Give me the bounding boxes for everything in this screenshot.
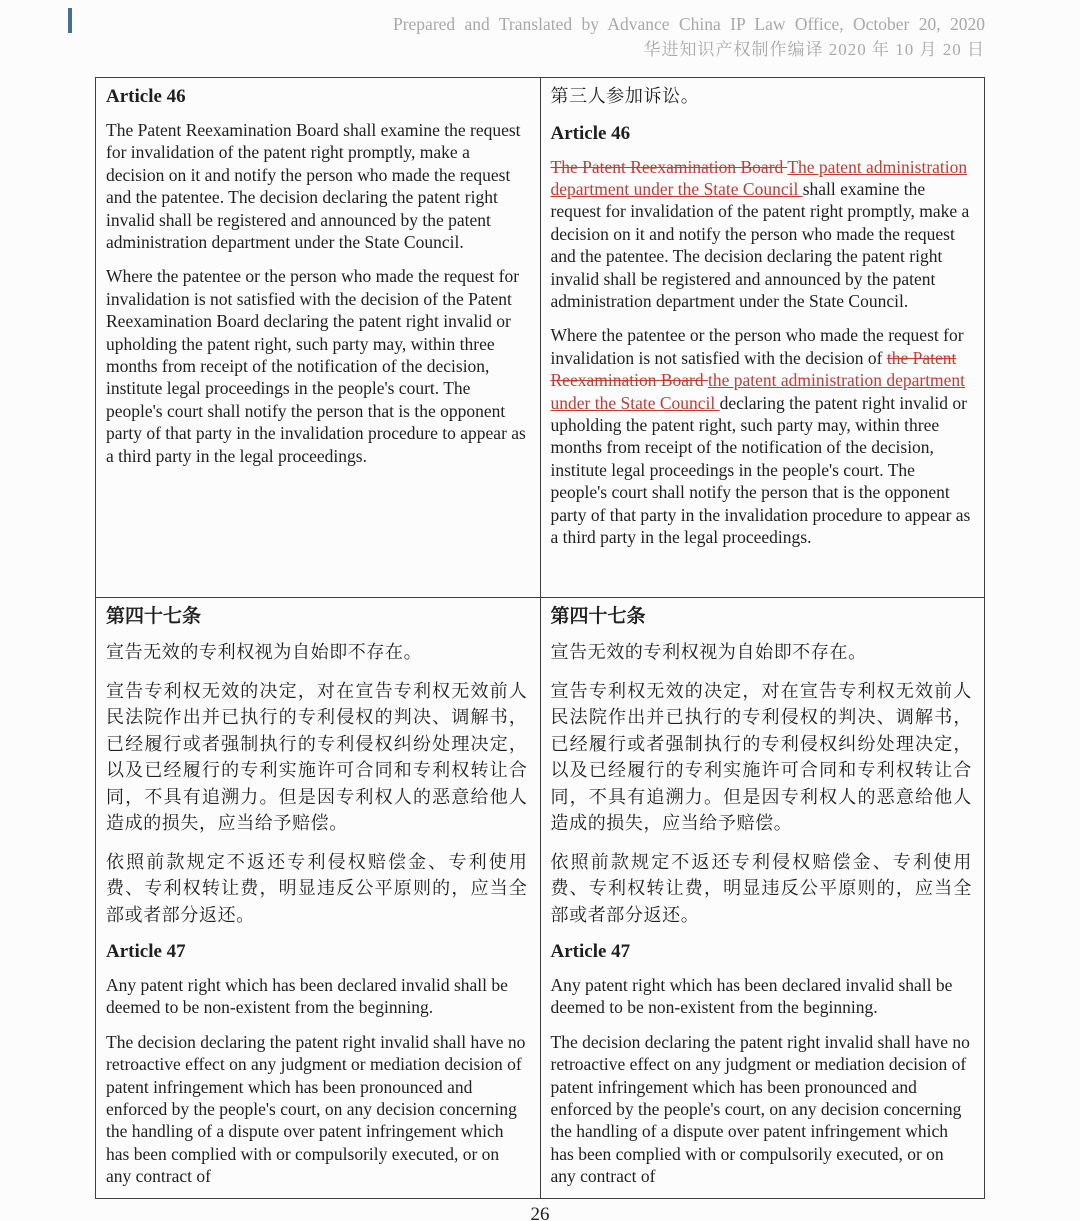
deleted-text-run: The Patent Reexamination Board — [550, 156, 788, 177]
article-46-paragraph-1: The Patent Reexamination Board shall examine the request for invalidation of the patent right promptly, make a decision on it and notify the person who made the request and the patentee. The decision declaring the patent right invalid shall be registered and announced by the patent administration department under the State Council. — [106, 120, 521, 253]
article-47-heading-chinese: 第四十七条 — [550, 606, 646, 627]
article-47-en-paragraph-2: The decision declaring the patent right invalid shall have no retroactive effect on any judgment or mediation decision of patent infringement which has been pronounced and enforced by the people's court, on any decision concerning the handling of a dispute over patent infringement which has been complied with or compulsorily executed, or on any contract of — [106, 1031, 526, 1187]
document-header — [0, 0, 985, 63]
deleted-text-run: the Patent Reexamination Board — [550, 347, 957, 391]
inserted-text-run: the patent administration department under the State Council — [550, 370, 966, 413]
article-47-en-paragraph-2: The decision declaring the patent right invalid shall have no retroactive effect on any judgment or mediation decision of patent infringement which has been pronounced and enforced by the people's court, on any decision concerning the handling of a dispute over patent infringement which has been complied with or compulsorily executed, or on any contract of — [550, 1031, 970, 1187]
text-run: shall examine the request for invalidation of the patent right promptly, make a decision on it and notify the person who made the request and the patentee. The decision declaring the patent right invalid shall be registered and announced by the patent administration department under the State Council. — [550, 178, 970, 311]
inserted-text-run: The patent administration department under the State Council — [550, 156, 968, 199]
article-47-cn-paragraph-2: 宣告专利权无效的决定，对在宣告专利权无效前人民法院作出并已执行的专利侵权的判决、调解书，已经履行或者强制执行的专利侵权纠纷处理决定，以及已经履行的专利实施许可合同和专利权转让合同，不具有追溯力。但是因专利权人的恶意给他人造成的损失，应当给予赔偿。 — [106, 680, 528, 833]
cursor-accent-bar — [68, 8, 72, 33]
carryover-paragraph-chinese: 第三人参加诉讼。 — [550, 86, 700, 106]
cell-article-46-amended — [540, 78, 985, 598]
article-47-cn-paragraph-1: 宣告无效的专利权视为自始即不存在。 — [550, 642, 867, 662]
cell-article-46-original — [96, 78, 541, 598]
article-46-heading: Article 46 — [106, 86, 186, 107]
law-comparison-table — [95, 77, 985, 1199]
article-47-heading-chinese: 第四十七条 — [106, 606, 202, 627]
article-47-heading-english: Article 47 — [550, 941, 631, 962]
article-46-amended-paragraph-1 — [551, 156, 973, 313]
cell-article-47-amended — [540, 598, 985, 1199]
page-number: 26 — [530, 1203, 550, 1221]
header-credit-chinese: 华进知识产权制作编译 2020 年 10 月 20 日 — [643, 40, 985, 59]
article-46-paragraph-2: Where the patentee or the person who made the request for invalidation is not satisfied with the decision of the Patent Reexamination Board declaring the patent right invalid or upholding the patent right, such party may, within three months from receipt of the notification of the decision, institute legal proceedings in the people's court. The people's court shall notify the person that is the opponent party of that party in the invalidation procedure to appear as a third party in the legal proceedings. — [106, 266, 526, 466]
table-row-article-47 — [96, 598, 985, 1199]
document-footer — [0, 1204, 1080, 1221]
article-47-cn-paragraph-3: 依照前款规定不返还专利侵权赔偿金、专利使用费、专利权转让费，明显违反公平原则的，应当全部或者部分返还。 — [106, 851, 528, 925]
article-47-cn-paragraph-3: 依照前款规定不返还专利侵权赔偿金、专利使用费、专利权转让费，明显违反公平原则的，应当全部或者部分返还。 — [550, 851, 972, 925]
table-row-article-46 — [96, 78, 985, 598]
article-47-cn-paragraph-1: 宣告无效的专利权视为自始即不存在。 — [106, 642, 423, 662]
article-47-heading-english: Article 47 — [106, 941, 186, 962]
article-46-amended-paragraph-2 — [551, 324, 973, 548]
text-run: declaring the patent right invalid or upholding the patent right, such party may, within three months from receipt of the notification of the decision, institute legal proceedings in the people's court. The people's court shall notify the person that is the opponent party of that party in the invalidation procedure to appear as a third party in the legal proceedings. — [550, 392, 971, 547]
article-47-en-paragraph-1: Any patent right which has been declared invalid shall be deemed to be non-existent from the beginning. — [106, 975, 508, 1018]
header-credit-english: Prepared and Translated by Advance China IP Law Office, October 20, 2020 — [392, 14, 985, 34]
article-46-heading-amended: Article 46 — [550, 122, 631, 144]
cell-article-47-original — [96, 598, 541, 1199]
article-47-cn-paragraph-2: 宣告专利权无效的决定，对在宣告专利权无效前人民法院作出并已执行的专利侵权的判决、调解书，已经履行或者强制执行的专利侵权纠纷处理决定，以及已经履行的专利实施许可合同和专利权转让合同，不具有追溯力。但是因专利权人的恶意给他人造成的损失，应当给予赔偿。 — [550, 680, 972, 833]
article-47-en-paragraph-1: Any patent right which has been declared invalid shall be deemed to be non-existent from the beginning. — [550, 975, 953, 1018]
text-run: Where the patentee or the person who made the request for invalidation is not satisfied with the decision of — [550, 325, 964, 368]
